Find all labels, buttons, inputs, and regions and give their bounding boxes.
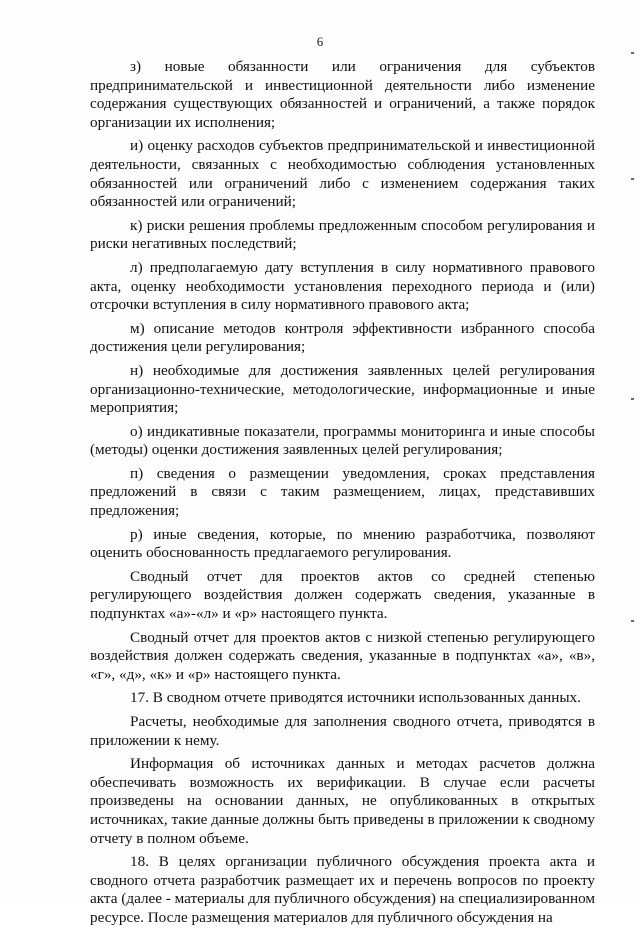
data-sources-paragraph: Информация об источниках данных и методах расчетов должна обеспечивать возможность их верификации. В случае если расчеты произведены на основании данных, не опубликованных в открытых источниках, такие данные должны быть приведены в приложении к сводному отчету в полном объеме.: [90, 755, 595, 847]
document-body: [90, 58, 595, 933]
subparagraph-p: п) сведения о размещении уведомления, сроках представления предложений в связи с таким размещением, лицах, представивших предложения;: [90, 464, 595, 520]
subparagraph-m: м) описание методов контроля эффективности избранного способа достижения цели регулирования;: [90, 319, 595, 356]
scan-artifact: [631, 52, 634, 54]
subparagraph-z: з) новые обязанности или ограничения для субъектов предпринимательской и инвестиционной деятельности либо изменение содержания существующих обязанностей и ограничений, а также порядок организации их исполнения;: [90, 58, 595, 131]
scan-artifact: [631, 178, 634, 180]
clause-17: 17. В сводном отчете приводятся источники использованных данных.: [130, 689, 581, 707]
scan-artifact: [631, 620, 634, 622]
subparagraph-i: и) оценку расходов субъектов предпринимательской и инвестиционной деятельности, связанных с необходимостью соблюдения установленных обязанностей или ограничений либо с изменением содержания таких обязанностей или ограничений;: [90, 137, 595, 211]
subparagraph-r: р) иные сведения, которые, по мнению разработчика, позволяют оценить обоснованность предлагаемого регулирования.: [90, 525, 595, 562]
subparagraph-n: н) необходимые для достижения заявленных целей регулирования организационно-технические, методологические, информационные и иные мероприятия;: [90, 361, 595, 417]
subparagraph-l: л) предполагаемую дату вступления в силу нормативного правового акта, оценку необходимости установления переходного периода и (или) отсрочки вступления в силу нормативного правового акта;: [90, 258, 595, 314]
page-number: 6: [316, 34, 324, 49]
low-impact-report-note: Сводный отчет для проектов актов с низкой степенью регулирующего воздействия должен содержать сведения, указанные в подпунктах «а», «в», «г», «д», «к» и «р» настоящего пункта.: [90, 628, 595, 683]
clause-18: 18. В целях организации публичного обсуждения проекта акта и сводного отчета разработчик размещает их и перечень вопросов по проекту акта (далее - материалы для публичного обсуждения) на специализированном ресурсе. После размещения материалов для публичного обсуждения на: [90, 853, 595, 926]
calculations-paragraph: Расчеты, необходимые для заполнения сводного отчета, приводятся в приложении к нему.: [90, 713, 595, 749]
subparagraph-o: о) индикативные показатели, программы мониторинга и иные способы (методы) оценки достижения заявленных целей регулирования;: [90, 422, 595, 459]
medium-impact-report-note: Сводный отчет для проектов актов со средней степенью регулирующего воздействия должен содержать сведения, указанные в подпунктах «а»-«л» и «р» настоящего пункта.: [90, 567, 595, 623]
subparagraph-k: к) риски решения проблемы предложенным способом регулирования и риски негативных последствий;: [90, 216, 595, 253]
scan-artifact: [631, 398, 634, 400]
